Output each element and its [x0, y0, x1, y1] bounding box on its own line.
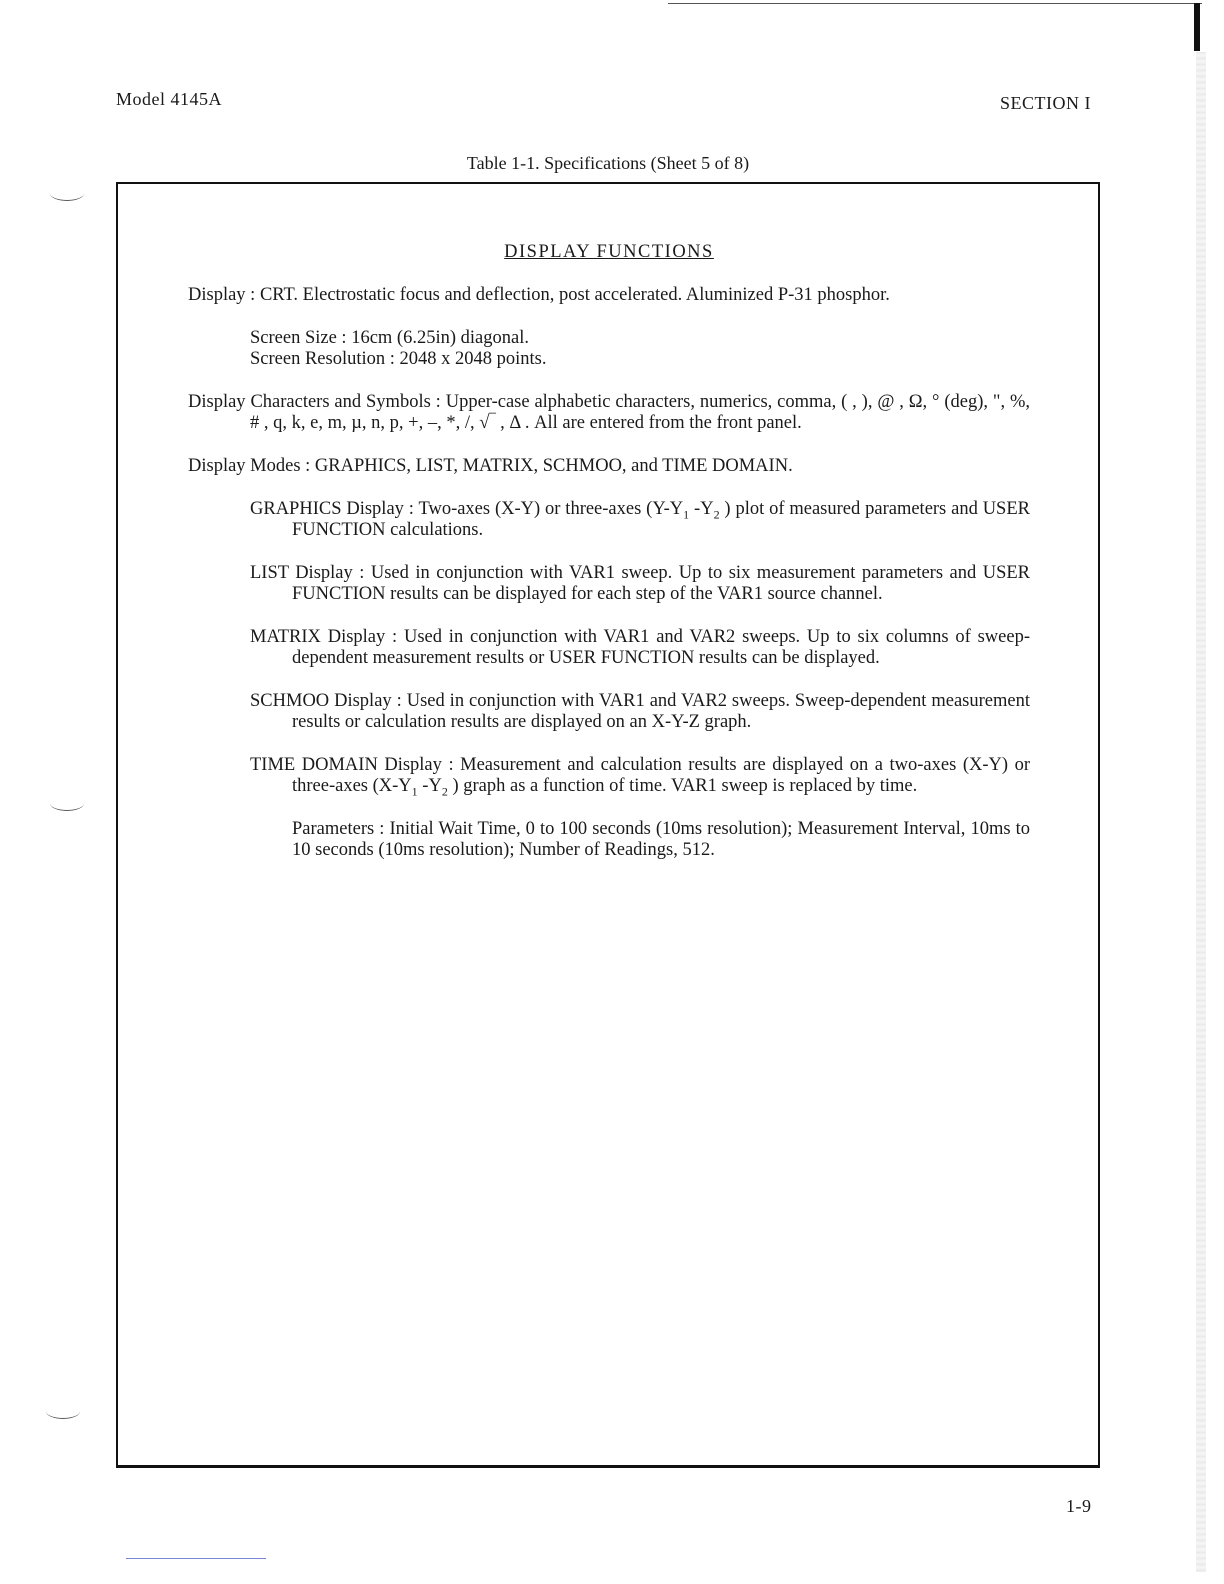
bottom-rule: [126, 1558, 266, 1559]
time-domain-text-c: ) graph as a function of time. VAR1 sweep is replaced by time.: [447, 776, 918, 796]
spec-content: [188, 242, 1030, 883]
table-caption: Table 1-1. Specifications (Sheet 5 of 8): [466, 153, 750, 173]
display-modes-line: Display Modes : GRAPHICS, LIST, MATRIX, SCHMOO, and TIME DOMAIN.: [188, 456, 793, 476]
list-display-spec: LIST Display : Used in conjunction with VAR1 sweep. Up to six measurement parameters and USER FUNCTION results can be displayed for each step of the VAR1 source channel.: [250, 563, 1030, 604]
top-rule: [668, 3, 1202, 4]
time-domain-display-spec: [250, 755, 1030, 797]
graphics-text-a: GRAPHICS Display : Two-axes (X-Y) or three-axes (Y-Y: [250, 499, 684, 519]
schmoo-display-spec: SCHMOO Display : Used in conjunction with VAR1 and VAR2 sweeps. Sweep-dependent measurement results or calculation results are displayed on an X-Y-Z graph.: [250, 691, 1030, 732]
display-spec: Display : CRT. Electrostatic focus and deflection, post accelerated. Aluminized P-31 phosphor.: [188, 285, 890, 305]
binding-hole-mark: [50, 796, 84, 811]
graphics-text-c: ) plot of measured parameters and USER FUNCTION calculations.: [292, 499, 1030, 540]
time-domain-sub-2: 2: [441, 784, 448, 799]
matrix-display-spec: MATRIX Display : Used in conjunction with VAR1 and VAR2 sweeps. Up to six columns of sweep-dependent measurement results or USER FUNCTION results can be displayed.: [250, 627, 1030, 668]
display-characters-spec: Display Characters and Symbols : Upper-case alphabetic characters, numerics, comma, ( , ), @ , Ω, ° (deg), ", %, # , q, k, e, m, µ, n, p, +, –, *, /, √‾ , Δ . All are entered from the front panel.: [188, 392, 1030, 433]
screen-resolution: Screen Resolution : 2048 x 2048 points.: [250, 349, 547, 369]
model-label: Model 4145A: [116, 89, 222, 109]
page-number: 1-9: [1066, 1496, 1092, 1516]
section-label: SECTION I: [1000, 93, 1091, 113]
graphics-sub-1: 1: [683, 507, 690, 522]
graphics-sub-2: 2: [713, 507, 720, 522]
screen-specs: [250, 328, 1030, 370]
graphics-display-spec: [250, 499, 1030, 541]
time-domain-text-b: -Y: [417, 776, 442, 796]
screen-size: Screen Size : 16cm (6.25in) diagonal.: [250, 328, 529, 348]
binding-hole-mark: [50, 186, 84, 201]
time-domain-parameters: Parameters : Initial Wait Time, 0 to 100 seconds (10ms resolution); Measurement Interval, 10ms to 10 seconds (10ms resolution); Number of Readings, 512.: [292, 819, 1030, 860]
time-domain-sub-1: 1: [411, 784, 418, 799]
graphics-text-b: -Y: [689, 499, 714, 519]
specifications-box: [116, 182, 1100, 1468]
binding-hole-mark: [46, 1404, 80, 1419]
scan-edge: [1196, 52, 1206, 1572]
top-edge-bar: [1194, 3, 1200, 51]
section-heading: DISPLAY FUNCTIONS: [504, 242, 714, 262]
time-domain-text-a: TIME DOMAIN Display : Measurement and calculation results are displayed on a two-axes (X-Y) or three-axes (X-Y: [250, 755, 1030, 796]
